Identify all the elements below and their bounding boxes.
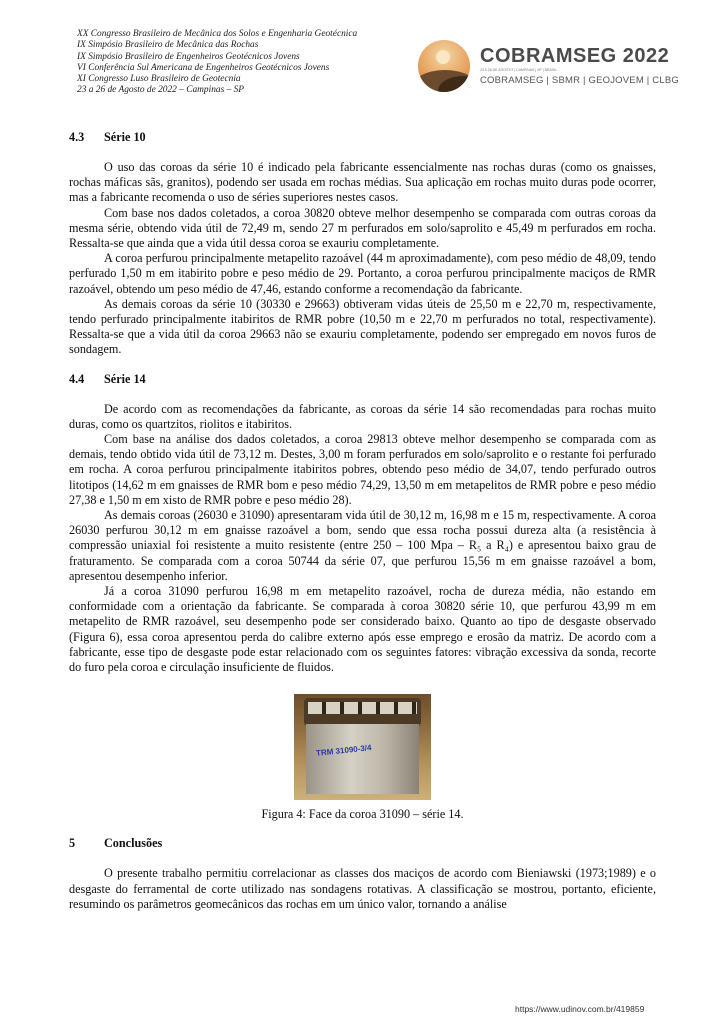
logo-tagline: 23 A 26 DE AGOSTO | CAMPINAS | SP | BRASIL	[480, 68, 558, 72]
section-heading	[69, 130, 656, 145]
section-number: 4.3	[69, 130, 85, 144]
header-line: IX Simpósio Brasileiro de Mecânica das Rochas	[77, 40, 259, 51]
logo-title: COBRAMSEG 2022	[480, 45, 670, 67]
cobramseg-logo	[418, 40, 688, 90]
paragraph: O presente trabalho permitiu correlacionar as classes dos maciços de acordo com Bieniawski (1973;1989) e o desgaste do ferramental de corte utilizado nas sondagens rotativas. A classificação se mostrou, portanto, eficiente, resumindo os parâmetros geomecânicos das rochas em um único valor, tornando a análise	[69, 866, 656, 911]
header-dates: 23 a 26 de Agosto de 2022 – Campinas – SP	[77, 85, 245, 96]
header-line: VI Conferência Sul Americana de Engenheiros Geotécnicos Jovens	[77, 62, 330, 73]
drill-bit-photo	[294, 694, 431, 800]
paragraph: Com base na análise dos dados coletados, a coroa 29813 obteve melhor desempenho se comparada com as demais, tendo obtido vida útil de 73,12 m. Destes, 3,00 m foram perfurados em solo/saprolito e o restante foi perfurado em rocha. A coroa perfurou principalmente itabiritos pobres, obtendo peso médio de 34,07, tendo perfurado outros litotipos (14,62 m em gnaisses de RMR bom e peso médio 74,29, 13,50 m em metapelitos de RMR pobre e peso médio 27,38 e 1,50 m em xisto de RMR pobre e peso médio 28).	[69, 432, 656, 507]
paragraph: As demais coroas (26030 e 31090) apresentaram vida útil de 30,12 m, 16,98 m e 15 m, respectivamente. A coroa 26030 perfurou 30,12 m em gnaisse razoável a bom, sendo que essa rocha possui dureza alta (a resistência à compressão uniaxial foi resistente a muito resistente (entre 250 – 100 Mpa – R₅ a R₄) e apresentou baixo grau de fraturamento. Se comparada com a coroa 50744 da série 07, que perfurou 15,56 m em gnaisse razoável a bom, apresentou desempenho inferior.	[69, 508, 656, 583]
figure	[69, 694, 656, 822]
paragraph: Já a coroa 31090 perfurou 16,98 m em metapelito razoável, rocha de dureza média, não estando em conformidade com a orientação da fabricante. Se comparada à coroa 30820 série 10, que perfurou 43,99 m em metapelito de RMR razoável, seu desempenho pode ser considerado baixo. Quanto ao tipo de desgaste observado (Figura 6), essa coroa apresentou perda do calibre externo após esse emprego e erosão da matriz. De acordo com a fabricante, esse tipo de desgaste pode estar relacionado com os seguintes fatores: vibração excessiva da sonda, recorte do furo pela coroa e circulação insuficiente de fluidos.	[69, 584, 656, 675]
section-title: Série 10	[104, 130, 146, 144]
paragraph: As demais coroas da série 10 (30330 e 29663) obtiveram vidas úteis de 25,50 m e 22,70 m, respectivamente, tendo perfurado principalmente itabiritos de RMR pobre (10,50 m e 22,70 m perfurados no total, respectivamente). Ressalta-se que a vida útil da coroa 29663 não se exauriu completamente, podendo ser empregado em novos furos de sondagem.	[69, 296, 656, 357]
paragraph: O uso das coroas da série 10 é indicado pela fabricante essencialmente nas rochas duras (como os gnaisses, rochas máficas sãs, granitos), podendo ser usada em rochas médias. Sua aplicação em rochas muito duras pode ocorrer, mas a fabricante recomenda o uso de séries superiores nestes casos.	[69, 160, 656, 205]
section-number: 5	[69, 836, 76, 851]
section-heading	[69, 836, 656, 851]
header-line: XX Congresso Brasileiro de Mecânica dos Solos e Engenharia Geotécnica	[77, 29, 358, 39]
figure-caption: Figura 4: Face da coroa 31090 – série 14.	[261, 807, 464, 822]
paragraph: De acordo com as recomendações da fabricante, as coroas da série 14 são recomendadas para rochas muito duras, como os quartzitos, riolitos e itabiritos.	[69, 401, 656, 431]
footer-url: https://www.udinov.com.br/419859	[515, 1004, 645, 1014]
section-title: Série 14	[104, 371, 146, 386]
section-title: Conclusões	[104, 836, 163, 851]
logo-subtitle: COBRAMSEG | SBMR | GEOJOVEM | CLBG	[480, 75, 679, 86]
header-line: IX Simpósio Brasileiro de Engenheiros Geotécnicos Jovens	[77, 51, 300, 62]
paragraph: A coroa perfurou principalmente metapelito razoável (44 m aproximadamente), com peso médio de 48,09, tendo perfurado 1,50 m em itabirito pobre e peso médio de 29. Portanto, a coroa perfurou principalmente maciços de RMR razoável, obtendo um peso médio de 47,46, estando conforme a recomendação da fabricante.	[69, 251, 656, 296]
conference-header	[77, 29, 417, 97]
paragraph: Com base nos dados coletados, a coroa 30820 obteve melhor desempenho se comparada com outras coroas da mesma série, obtendo vida útil de 72,49 m, sendo 27 m perfurados em solo/saprolito e 45,49 m perfurados em rocha. Ressalta-se que ainda que a vida útil dessa coroa se exauriu completamente.	[69, 205, 656, 251]
section-heading	[69, 372, 656, 387]
photo-label: TRM 31090-3/4	[315, 743, 372, 759]
logo-landscape-icon	[418, 40, 470, 92]
section-number: 4.4	[69, 371, 85, 386]
header-line: XI Congresso Luso Brasileiro de Geotecnia	[77, 74, 241, 85]
page-content	[69, 130, 656, 912]
